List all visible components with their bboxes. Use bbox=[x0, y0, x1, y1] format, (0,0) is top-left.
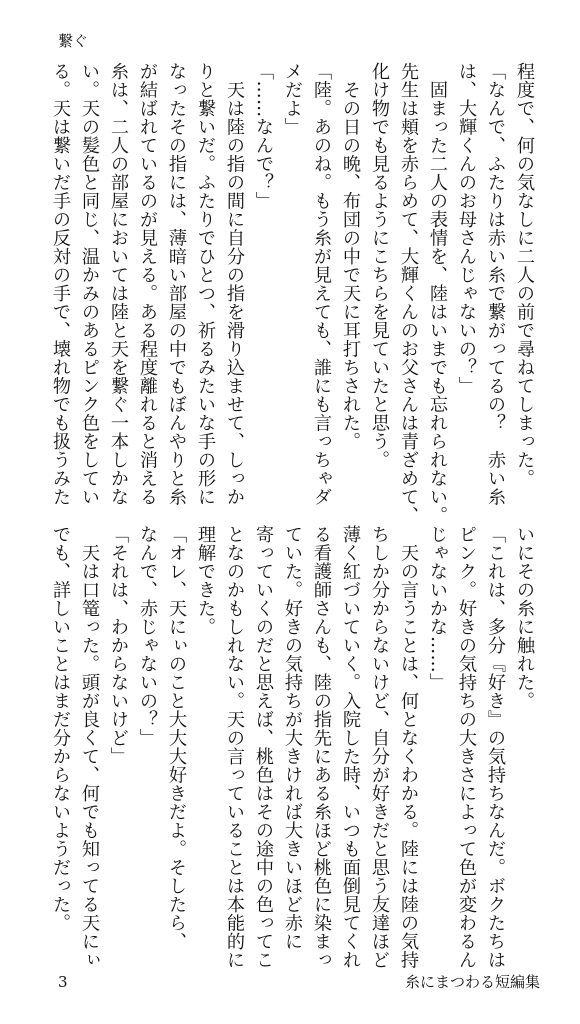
text-line: 「……なんで？」 bbox=[253, 62, 274, 210]
text-line: 天は陸の指の間に自分の指を滑り込ませて、しっか bbox=[224, 62, 245, 506]
text-line: となのかもしれない。天の言っていることは本能的に bbox=[224, 525, 245, 969]
text-line: 「陸。あのね。もう糸が見えても、誰にも言っちゃダ bbox=[311, 62, 332, 506]
page-number: 3 bbox=[58, 973, 68, 991]
text-line: 先生は頬を赤らめて、大輝くんのお父さんは青ざめて、 bbox=[398, 62, 419, 525]
text-line: ちしか分からないけど、自分が好きだと思う友達ほど bbox=[369, 525, 390, 969]
text-line: その日の晩、布団の中で天に耳打ちされた。 bbox=[340, 62, 361, 451]
text-line: 理解できた。 bbox=[195, 525, 216, 636]
text-line: 程度で、何の気なしに二人の前で尋ねてしまった。 bbox=[514, 62, 535, 488]
text-line: 固まった二人の表情を、陸はいまでも忘れられない。 bbox=[427, 62, 448, 525]
text-line: 「なんで、ふたりは赤い糸で繋がってるの？ 赤い糸 bbox=[485, 62, 506, 506]
text-line: なんで、赤じゃないの？」 bbox=[137, 525, 158, 747]
body-text-lower bbox=[46, 525, 539, 969]
text-line: は、大輝くんのお母さんじゃないの？」 bbox=[456, 62, 477, 395]
text-line: 寄っていくのだと思えば、桃色はその途中の色ってこ bbox=[253, 525, 274, 969]
text-line: い。天の髪色と同じ、温かみのあるピンク色をしてい bbox=[79, 62, 100, 506]
text-line: メだよ」 bbox=[282, 62, 303, 136]
text-line: る看護師さんも、陸の指先にある糸ほど桃色に染まっ bbox=[311, 525, 332, 969]
text-line: 薄く紅づいていく。入院した時、いつも面倒見てくれ bbox=[340, 525, 361, 969]
chapter-title: 繋ぐ bbox=[58, 32, 89, 50]
text-line: じゃないかな……」 bbox=[427, 525, 448, 692]
book-title: 糸にまつわる短編集 bbox=[404, 973, 540, 991]
body-text-upper bbox=[46, 62, 539, 525]
text-line: 天の言うことは、何となくわかる。陸には陸の気持 bbox=[398, 525, 419, 969]
text-line: いにその糸に触れた。 bbox=[514, 525, 535, 710]
text-line: 天は口篭った。頭が良くて、何でも知ってる天にぃ bbox=[79, 525, 100, 969]
text-line: ていた。好きの気持ちが大きければ大きいほど赤に bbox=[282, 525, 303, 951]
text-line: 「それは、わからないけど」 bbox=[108, 525, 129, 766]
text-line: 「オレ、天にぃのこと大大大好きだよ。そしたら、 bbox=[166, 525, 187, 951]
text-line: る。天は繋いだ手の反対の手で、壊れ物でも扱うみた bbox=[50, 62, 71, 506]
text-line: 糸は、二人の部屋においては陸と天を繋ぐ一本しかな bbox=[108, 62, 129, 506]
text-line: 「これは、多分『好き』の気持ちなんだ。ボクたちは bbox=[485, 525, 506, 969]
text-line: 化け物でも見るようにこちらを見ていたと思う。 bbox=[369, 62, 390, 469]
text-line: が結ばれているのが見える。ある程度離れると消える bbox=[137, 62, 158, 506]
text-line: ピンク。好きの気持ちの大きさによって色が変わるん bbox=[456, 525, 477, 969]
text-line: でも、詳しいことはまだ分からないようだった。 bbox=[50, 525, 71, 932]
text-line: なったその指には、薄暗い部屋の中でもぼんやりと糸 bbox=[166, 62, 187, 506]
text-line: りと繋いだ。ふたりでひとつ、祈るみたいな手の形に bbox=[195, 62, 216, 506]
